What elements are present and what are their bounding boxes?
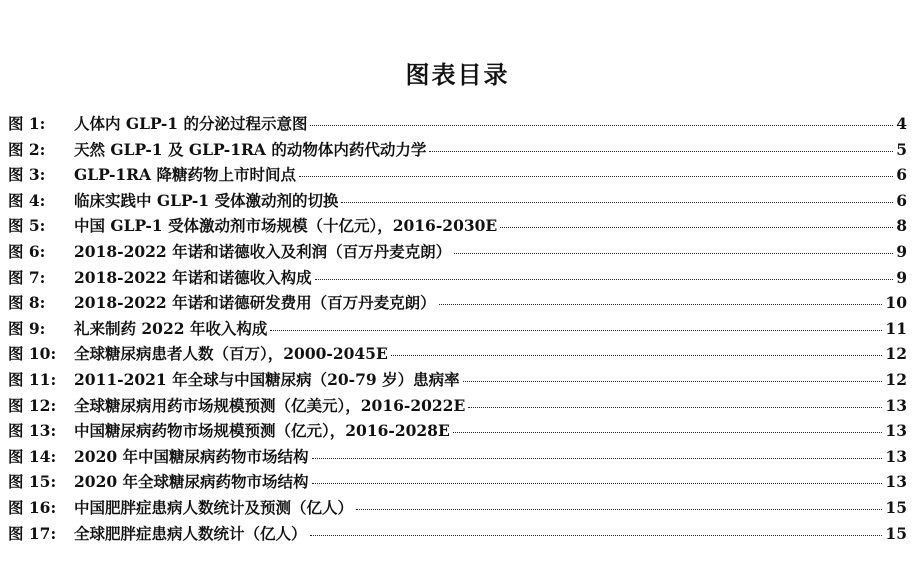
toc-entry-label: 图 5: [8,216,46,236]
toc-entry-label: 图 8: [8,293,46,313]
dot-leader [270,330,882,331]
toc-entry[interactable] [8,214,907,240]
toc-entry-title[interactable]: 2020 年中国糖尿病药物市场结构 [74,446,309,466]
toc-entry-title[interactable]: 人体内 GLP-1 的分泌过程示意图 [74,114,308,133]
toc-entry-page-number[interactable]: 6 [896,190,907,210]
toc-entry[interactable] [8,522,907,548]
toc-entry-page-number[interactable]: 6 [896,165,907,185]
toc-entry-title[interactable]: 天然 GLP-1 及 GLP-1RA 的动物体内药代动力学 [74,139,427,159]
toc-entry[interactable] [8,470,907,496]
toc-entry-title[interactable]: 全球肥胖症患病人数统计（亿人） [74,523,307,543]
dot-leader [429,151,893,152]
toc-entry-page-number[interactable]: 15 [885,497,907,517]
toc-entry[interactable] [8,189,907,215]
toc-entry-page-number[interactable]: 12 [885,369,907,389]
toc-entry-page-number[interactable]: 13 [885,472,907,492]
toc-entry-label: 图 6: [8,241,46,261]
toc-entry-page-number[interactable]: 9 [896,241,907,261]
table-of-figures [8,112,907,547]
dot-leader [299,176,893,177]
toc-entry-title[interactable]: 中国肥胖症患病人数统计及预测（亿人） [74,497,354,517]
toc-entry-title[interactable]: GLP-1RA 降糖药物上市时间点 [74,165,296,185]
toc-entry[interactable] [8,266,907,292]
toc-entry-label: 图 14: [8,446,57,466]
dot-leader [454,253,893,254]
dot-leader [310,125,893,126]
toc-entry-title[interactable]: 全球糖尿病用药市场规模预测（亿美元），2016-2022E [74,395,466,415]
dot-leader [500,227,893,228]
dot-leader [453,432,883,433]
toc-entry-title[interactable]: 2018-2022 年诺和诺德收入构成 [74,267,312,287]
toc-entry[interactable] [8,342,907,368]
toc-entry[interactable] [8,240,907,266]
toc-entry[interactable] [8,163,907,189]
toc-entry-label: 图 13: [8,421,57,441]
toc-entry[interactable] [8,496,907,522]
dot-leader [310,535,883,536]
toc-entry-label: 图 3: [8,165,46,185]
toc-entry-label: 图 7: [8,267,46,287]
toc-entry-page-number[interactable]: 12 [885,344,907,364]
toc-entry[interactable] [8,368,907,394]
toc-entry-page-number[interactable]: 10 [885,293,907,313]
toc-entry-title[interactable]: 2011-2021 年全球与中国糖尿病（20-79 岁）患病率 [74,369,460,389]
toc-entry-page-number[interactable]: 4 [896,114,907,133]
toc-entry-label: 图 10: [8,344,57,364]
dot-leader [312,458,883,459]
dot-leader [391,355,883,356]
toc-entry[interactable] [8,112,907,138]
toc-entry-title[interactable]: 礼来制药 2022 年收入构成 [74,318,268,338]
toc-entry[interactable] [8,138,907,164]
toc-entry[interactable] [8,419,907,445]
toc-entry-label: 图 11: [8,369,57,389]
toc-entry-label: 图 9: [8,318,46,338]
dot-leader [315,279,894,280]
toc-entry[interactable] [8,291,907,317]
toc-entry-page-number[interactable]: 11 [885,318,907,338]
toc-entry-label: 图 16: [8,497,57,517]
toc-entry-page-number[interactable]: 13 [885,395,907,415]
dot-leader [341,202,893,203]
toc-entry-title[interactable]: 2018-2022 年诺和诺德研发费用（百万丹麦克朗） [74,293,436,313]
toc-entry-label: 图 1: [8,114,46,133]
toc-entry-title[interactable]: 临床实践中 GLP-1 受体激动剂的切换 [74,190,339,210]
toc-entry-title[interactable]: 全球糖尿病患者人数（百万），2000-2045E [74,344,388,364]
dot-leader [463,381,883,382]
toc-entry-page-number[interactable]: 15 [885,523,907,543]
toc-entry-label: 图 17: [8,523,57,543]
toc-entry-title[interactable]: 中国 GLP-1 受体激动剂市场规模（十亿元），2016-2030E [74,216,498,236]
dot-leader [439,304,883,305]
toc-entry[interactable] [8,394,907,420]
toc-entry[interactable] [8,317,907,343]
toc-entry-title[interactable]: 2020 年全球糖尿病药物市场结构 [74,472,309,492]
toc-entry-page-number[interactable]: 13 [885,446,907,466]
toc-entry-title[interactable]: 中国糖尿病药物市场规模预测（亿元），2016-2028E [74,421,450,441]
toc-entry-page-number[interactable]: 13 [885,421,907,441]
toc-entry-page-number[interactable]: 8 [896,216,907,236]
dot-leader [312,483,883,484]
toc-entry-title[interactable]: 2018-2022 年诺和诺德收入及利润（百万丹麦克朗） [74,241,452,261]
toc-entry-page-number[interactable]: 9 [896,267,907,287]
toc-entry-label: 图 12: [8,395,57,415]
dot-leader [468,407,882,408]
toc-entry-page-number[interactable]: 5 [896,139,907,159]
dot-leader [356,509,882,510]
toc-entry-label: 图 15: [8,472,57,492]
toc-entry-label: 图 2: [8,139,46,159]
page-title: 图表目录 [405,60,510,89]
toc-entry[interactable] [8,445,907,471]
toc-entry-label: 图 4: [8,190,46,210]
